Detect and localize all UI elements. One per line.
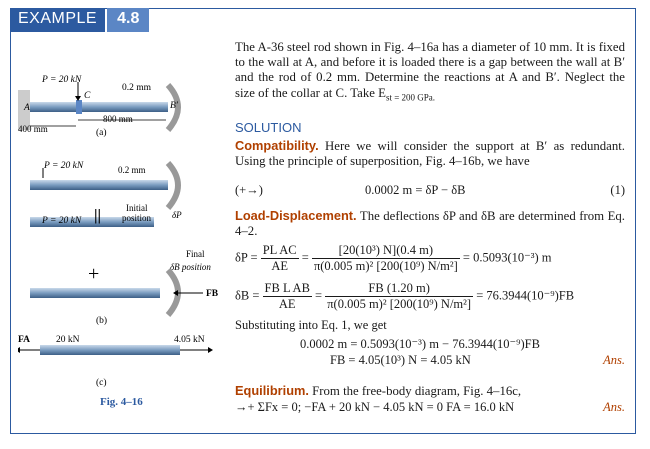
example-header [10, 8, 149, 32]
load-label-b1: P = 20 kN [44, 161, 84, 171]
point-a-label: A [24, 103, 30, 113]
label-b: (b) [96, 316, 108, 326]
fb-result: FB = 4.05(10³) N = 4.05 kN Ans. [330, 353, 625, 367]
problem-statement: The A-36 steel rod shown in Fig. 4–16a has a diameter of 10 mm. It is fixed to the wall at A, and before it is loaded there is a gap between the wall at B′ and the rod of 0.2 mm. Determine the reactions at A and B′. Neglect the size of the collar at C. Take $E_{st = 200 GPa.}$ [235, 40, 625, 103]
equilibrium-para: Equilibrium. From the free-body diagram, Fig. 4–16c, [235, 383, 522, 398]
dim-800: 800 mm [103, 114, 133, 124]
plus-sign: + [88, 263, 100, 285]
point-b-label: B′ [170, 101, 178, 111]
fb-value-label: 4.05 kN [174, 335, 205, 345]
substitution-text: Substituting into Eq. 1, we get [235, 318, 387, 332]
figure-b [30, 161, 219, 326]
rod-a [30, 102, 168, 112]
delta-p-equation: δP = $\frac{\text{PL AC}}{AE}$ = $\frac{\text{[20(10³) N](0.4 m)}}{\text{π(0.005 m)² [200(10⁹) N/m²]}}$ = 0.5093(10⁻³) m [235, 243, 552, 273]
equilibrium-eq: →+ ΣFx = 0; −FA + 20 kN − 4.05 kN = 0 FA = 16.0 kN Ans. [235, 400, 625, 414]
gap-label-a: 0.2 mm [122, 83, 152, 93]
collar-label: C [84, 91, 91, 101]
figure-4-16 [18, 70, 228, 415]
equation-1: (+→) 0.0002 m = δP − δB (1) [235, 183, 625, 197]
svg-text:||: || [94, 207, 102, 224]
delta-p-label: δP [172, 210, 182, 220]
load-displacement-para: Load-Displacement. The deflections δP and δB are determined from Eq. 4–2. [235, 208, 625, 239]
gap-label-b: 0.2 mm [118, 165, 146, 175]
substitution-eq: 0.0002 m = 0.5093(10⁻³) m − 76.3944(10⁻⁹)FB [300, 337, 540, 351]
delta-b-label: δB position [170, 262, 211, 272]
figure-a [18, 75, 179, 138]
solution-heading: SOLUTION [235, 120, 302, 135]
position-label: position [122, 213, 152, 223]
example-label: EXAMPLE [10, 8, 105, 32]
example-number: 4.8 [107, 8, 149, 32]
load-label-b2: P = 20 kN [42, 216, 82, 226]
label-c: (c) [96, 378, 107, 388]
fa-label: FA [18, 335, 30, 345]
dim-400: 400 mm [18, 124, 48, 134]
delta-b-equation: δB = $\frac{\text{FB L AB}}{AE}$ = $\frac{FB (1.20 m)}{\text{π(0.005 m)² [200(10⁹) N/m²]}}$ = 76.3944(10⁻⁹)FB [235, 281, 575, 311]
load-label-a: P = 20 kN [42, 75, 82, 85]
initial-label: Initial [126, 203, 148, 213]
compatibility-para: Compatibility. Here we will consider the support at B′ as redundant. Using the principle of superposition, Fig. 4–16b, we have [235, 138, 625, 169]
final-label: Final [186, 249, 205, 259]
label-a: (a) [96, 128, 107, 138]
figure-c [18, 335, 213, 408]
load-label-c: 20 kN [56, 335, 80, 345]
fb-label: FB [206, 289, 219, 299]
figure-caption: Fig. 4–16 [100, 396, 143, 408]
